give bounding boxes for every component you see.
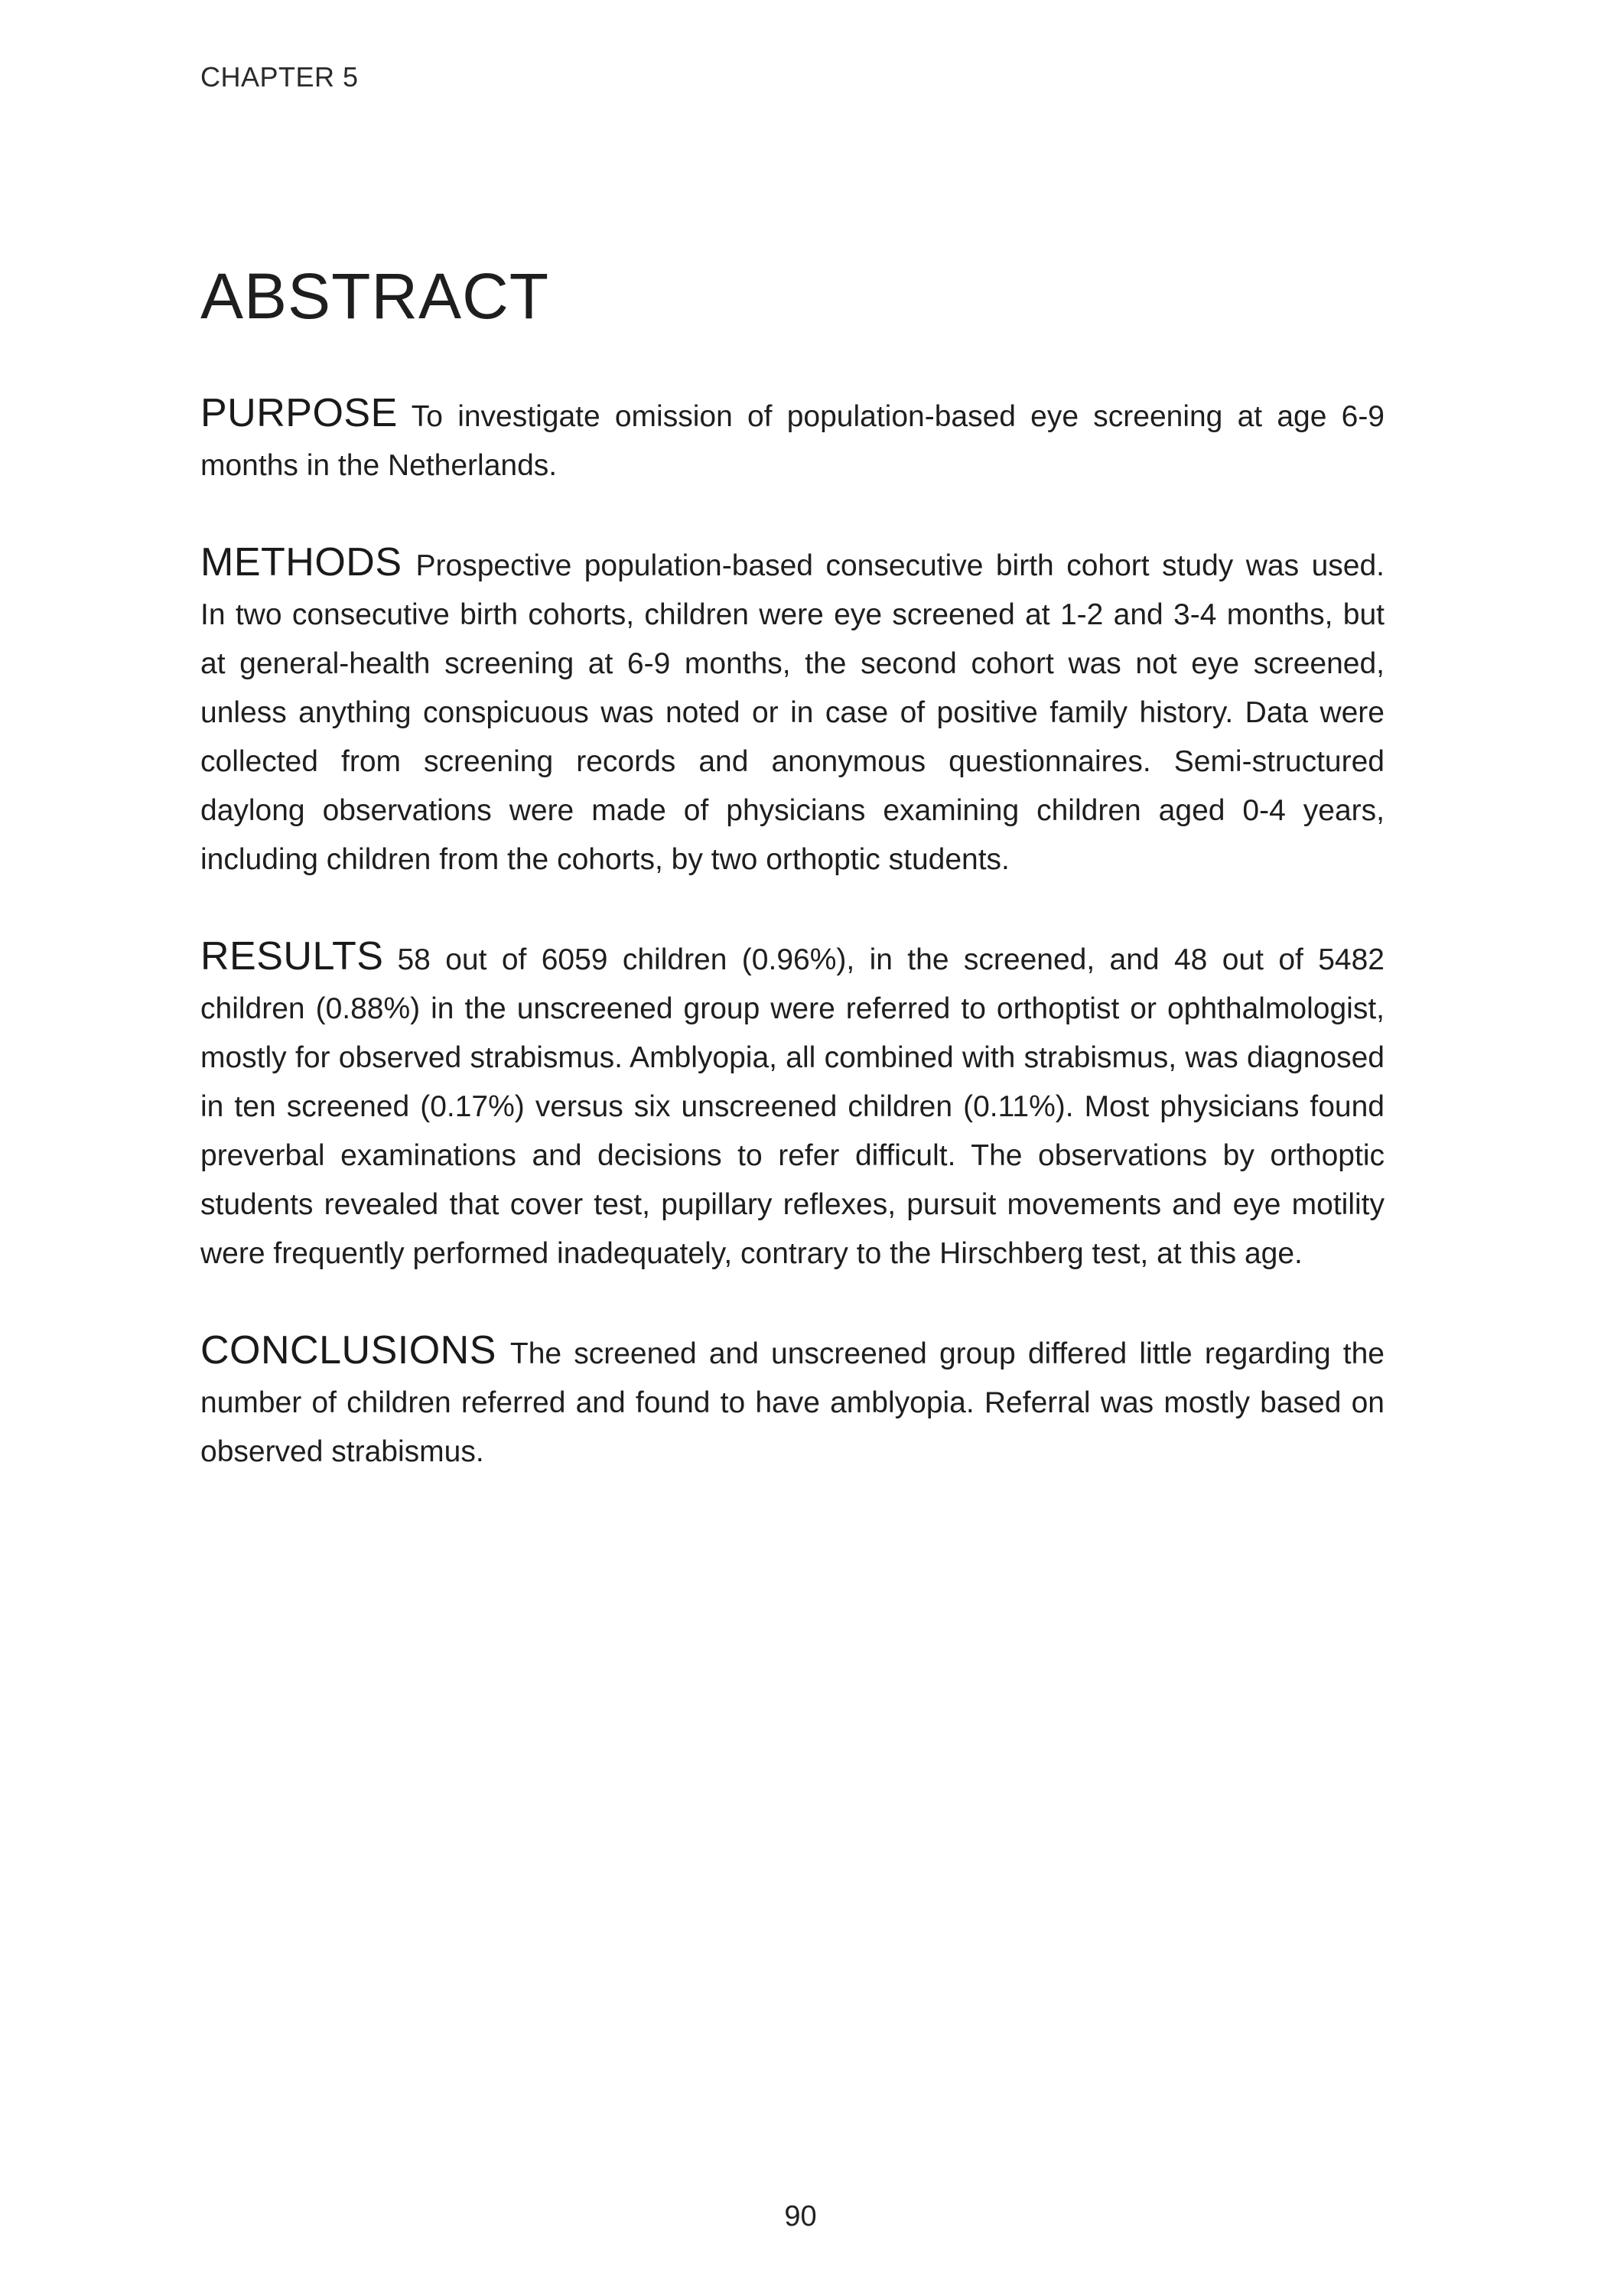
results-heading: RESULTS [200,934,384,979]
conclusions-text: The screened and unscreened group differed little regarding the number of children referred and found to have amblyopia. Referral was mostly based on observed strabismus. [200,1337,1385,1468]
running-head: CHAPTER 5 [200,61,359,93]
purpose-text: To investigate omission of population-based eye screening at age 6-9 months in the Netherlands. [200,400,1385,482]
results-text: 58 out of 6059 children (0.96%), in the screened, and 48 out of 5482 children (0.88%) in the unscreened group were referred to orthoptist or ophthalmologist, mostly for observed strabismus. Amblyopia, all combined with strabismus, was diagnosed in ten screened (0.17%) versus six unscreened children (0.11%). Most physicians found preverbal examinations and decisions to refer difficult. The observations by orthoptic students revealed that cover test, pupillary reflexes, pursuit movements and eye motility were frequently performed inadequately, contrary to the Hirschberg test, at this age. [200,943,1385,1270]
purpose-heading: PURPOSE [200,391,398,435]
results-section [200,932,1385,1278]
methods-heading: METHODS [200,540,402,585]
purpose-section [200,389,1385,490]
conclusions-heading: CONCLUSIONS [200,1328,496,1373]
methods-section [200,538,1385,884]
abstract-body [200,389,1385,1477]
conclusions-section [200,1326,1385,1477]
page-number: 90 [784,2200,817,2232]
methods-text: Prospective population-based consecutive birth cohort study was used. In two consecutive birth cohorts, children were eye screened at 1-2 and 3-4 months, but at general-health screening at 6-9 months, the second cohort was not eye screened, unless anything conspicuous was noted or in case of positive family history. Data were collected from screening records and anonymous questionnaires. Semi-structured daylong observations were made of physicians examining children aged 0-4 years, including children from the cohorts, by two orthoptic students. [200,549,1385,876]
abstract-title: ABSTRACT [200,260,550,332]
